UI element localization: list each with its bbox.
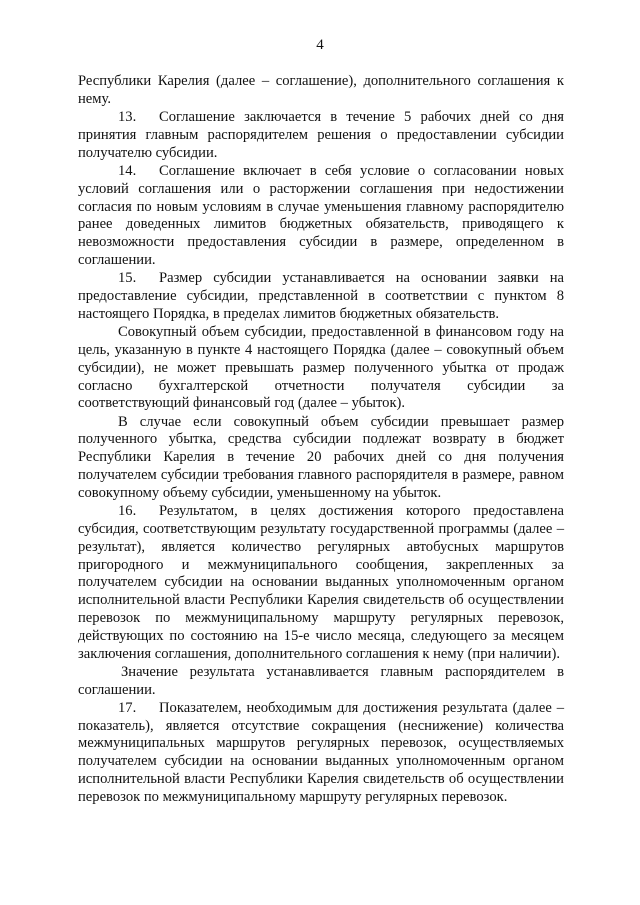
paragraph-number: 16. [118, 503, 137, 520]
paragraph-total-volume [78, 324, 564, 413]
paragraph-continuation [78, 73, 564, 109]
paragraph-text: Республики Карелия (далее – соглашение), дополнительного соглашения к нему. [78, 73, 564, 107]
paragraph-16 [78, 503, 564, 663]
paragraph-14 [78, 163, 564, 270]
paragraph-15 [78, 270, 564, 323]
paragraph-text: Соглашение включает в себя условие о согласовании новых условий соглашения или о расторжении соглашения при недостижении согласия по новым условиям в случае уменьшения главному распорядителю ранее доведенных лимитов бюджетных обязательств, приводящего к невозможности предоставления субсидии в размере, определенном в соглашении. [78, 162, 564, 268]
paragraph-text: Результатом, в целях достижения которого предоставлена субсидия, соответствующим результату государственной программы (далее – результат), является количество регулярных автобусных маршрутов пригородного и межмуниципального сообщения, закрепленных за получателем субсидии на основании выданных уполномоченным органом исполнительной власти Республики Карелия свидетельств об осуществлении перевозок по межмуниципальному маршруту регулярных перевозок, действующих по состоянию на 15-е число месяца, следующего за месяцем заключения соглашения, дополнительного соглашения к нему (при наличии). [78, 503, 564, 662]
paragraph-number: 13. [118, 109, 137, 126]
paragraph-text: Размер субсидии устанавливается на основании заявки на предоставление субсидии, представленной в соответствии с пунктом 8 настоящего Порядка, в пределах лимитов бюджетных обязательств. [78, 270, 564, 322]
document-body [78, 73, 564, 807]
paragraph-result-value [78, 664, 564, 700]
paragraph-text: Соглашение заключается в течение 5 рабочих дней со дня принятия главным распорядителем решения о предоставлении субсидии получателю субсидии. [78, 109, 564, 161]
paragraph-text: Показателем, необходимым для достижения результата (далее – показатель), является отсутствие сокращения (неснижение) количества межмуниципальных маршрутов регулярных перевозок, осуществляемых получателем субсидии на основании выданных уполномоченным органом исполнительной власти Республики Карелия свидетельств об осуществлении перевозок по межмуниципальному маршруту регулярных перевозок. [78, 699, 564, 805]
paragraph-text: В случае если совокупный объем субсидии превышает размер полученного убытка, средства субсидии подлежат возврату в бюджет Республики Карелия в течение 20 рабочих дней со дня получения получателем субсидии требования главного распорядителя в размере, равном совокупному объему субсидии, уменьшенному на убыток. [78, 413, 564, 501]
paragraph-17 [78, 700, 564, 807]
paragraph-refund [78, 414, 564, 503]
paragraph-number: 14. [118, 162, 137, 179]
paragraph-text: Совокупный объем субсидии, предоставленной в финансовом году на цель, указанную в пункте 4 настоящего Порядка (далее – совокупный объем субсидии), не может превышать размер полученного убытка от продаж согласно бухгалтерской отчетности получателя субсидии за соответствующий финансовый год (далее – убыток). [78, 324, 564, 412]
paragraph-13 [78, 109, 564, 162]
paragraph-text: Значение результата устанавливается главным распорядителем в соглашении. [78, 663, 564, 698]
paragraph-number: 15. [118, 270, 137, 287]
paragraph-number: 17. [118, 699, 137, 716]
page-number: 4 [316, 37, 324, 53]
